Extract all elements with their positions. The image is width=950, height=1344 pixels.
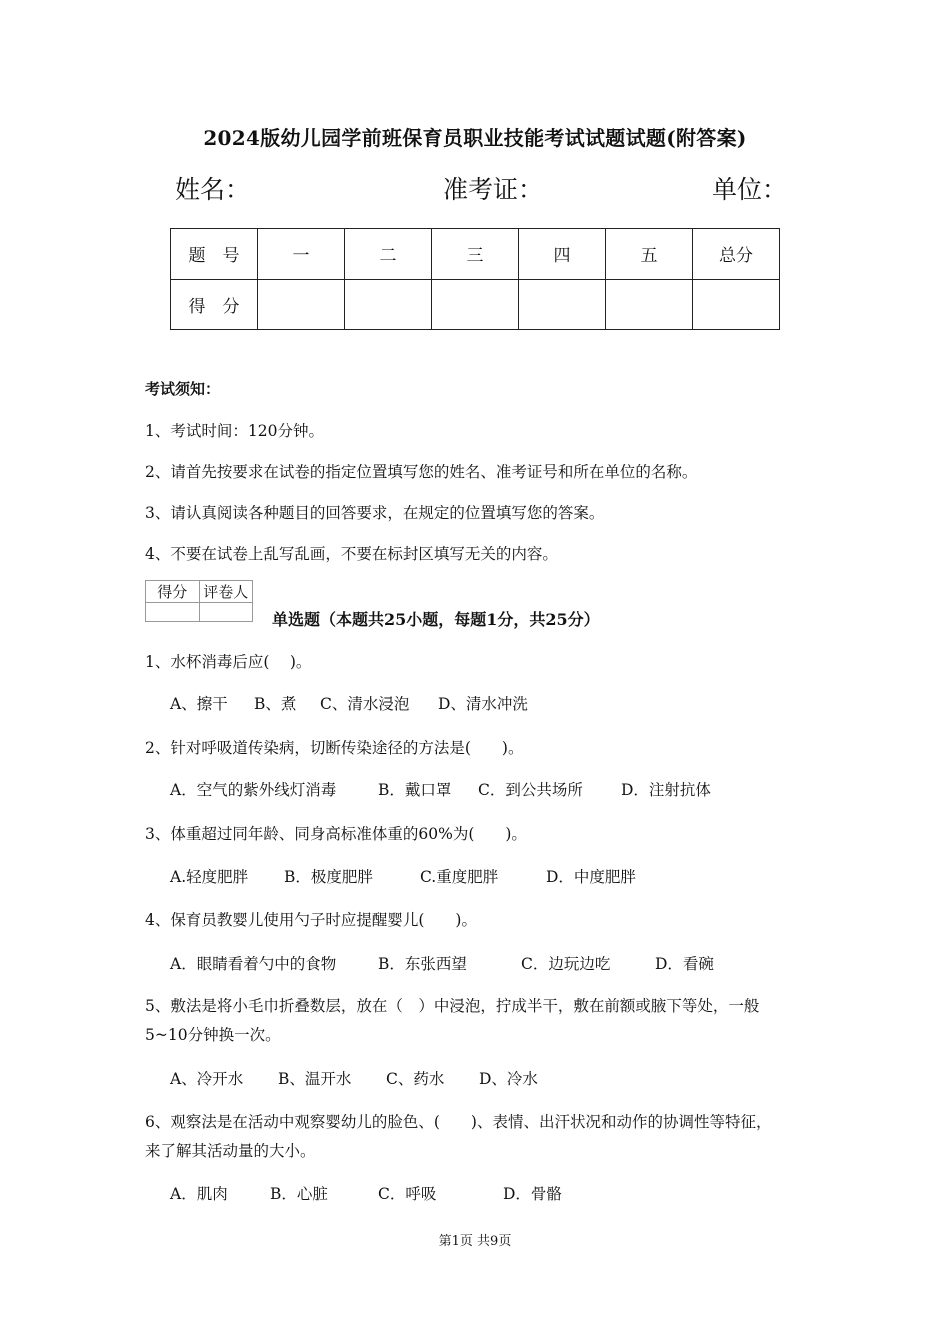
option: D．中度肥胖 <box>546 868 636 886</box>
question-options <box>170 865 636 887</box>
question-options <box>170 692 528 714</box>
score-table-cell: 总分 <box>693 229 780 280</box>
option: B．心脏 <box>270 1185 328 1203</box>
option: D．注射抗体 <box>621 781 711 799</box>
score-input-cell[interactable] <box>693 279 780 330</box>
question-stem: 5~10分钟换一次。 <box>145 1026 281 1044</box>
question-options <box>170 1067 538 1089</box>
option: A．眼睛看着勺中的食物 <box>170 955 337 973</box>
question-stem: 6、观察法是在活动中观察婴幼儿的脸色、( )、表情、出汗状况和动作的协调性等特征， <box>145 1113 772 1131</box>
score-table-cell: 得 分 <box>171 279 258 330</box>
grader-box-score-cell[interactable] <box>146 603 200 622</box>
question-stem: 来了解其活动量的大小。 <box>145 1142 316 1160</box>
option: D．骨骼 <box>503 1185 562 1203</box>
grader-box-grader-cell[interactable] <box>199 603 253 622</box>
notice-item: 2、请首先按要求在试卷的指定位置填写您的姓名、准考证号和所在单位的名称。 <box>145 463 698 481</box>
grader-box <box>145 580 253 622</box>
score-input-cell[interactable] <box>345 279 432 330</box>
notice-heading: 考试须知： <box>145 380 221 398</box>
notice-item: 4、不要在试卷上乱写乱画，不要在标封区填写无关的内容。 <box>145 545 558 563</box>
score-table-cell: 三 <box>432 229 519 280</box>
option: C．到公共场所 <box>478 781 583 799</box>
option: A、冷开水 <box>170 1070 244 1088</box>
score-table-cell: 四 <box>519 229 606 280</box>
notice-item: 1、考试时间：120分钟。 <box>145 422 324 440</box>
option: C.重度肥胖 <box>420 868 499 886</box>
option: B、温开水 <box>278 1070 352 1088</box>
option: C．呼吸 <box>378 1185 437 1203</box>
question-stem: 3、体重超过同年龄、同身高标准体重的60%为( )。 <box>145 825 527 843</box>
option: C、药水 <box>386 1070 445 1088</box>
grader-box-grader-label: 评卷人 <box>199 581 253 603</box>
page-footer: 第1页 共9页 <box>438 1234 512 1249</box>
option: B、煮 <box>254 695 297 713</box>
question-options <box>170 952 714 974</box>
score-input-cell[interactable] <box>258 279 345 330</box>
document-title: 2024版幼儿园学前班保育员职业技能考试试题试题(附答案) <box>203 126 747 150</box>
question-stem: 4、保育员教婴儿使用勺子时应提醒婴儿( )。 <box>145 911 477 929</box>
score-table-header-row <box>171 229 780 280</box>
score-input-cell[interactable] <box>606 279 693 330</box>
option: B．戴口罩 <box>378 781 452 799</box>
score-input-cell[interactable] <box>432 279 519 330</box>
option: D、清水冲洗 <box>438 695 528 713</box>
unit-field-label: 单位： <box>712 175 788 204</box>
score-input-cell[interactable] <box>519 279 606 330</box>
option: D．看碗 <box>655 955 714 973</box>
option: B．极度肥胖 <box>284 868 373 886</box>
question-options <box>170 1182 562 1204</box>
grader-box-score-label: 得分 <box>146 581 200 603</box>
question-options <box>170 778 711 800</box>
section-heading: 单选题（本题共25小题，每题1分，共25分） <box>272 610 600 629</box>
score-table-cell: 一 <box>258 229 345 280</box>
option: D、冷水 <box>479 1070 538 1088</box>
score-table-cell: 题 号 <box>171 229 258 280</box>
score-table-cell: 二 <box>345 229 432 280</box>
option: A．空气的紫外线灯消毒 <box>170 781 337 799</box>
score-table-cell: 五 <box>606 229 693 280</box>
notice-item: 3、请认真阅读各种题目的回答要求，在规定的位置填写您的答案。 <box>145 504 605 522</box>
score-table-score-row <box>171 279 780 330</box>
option: B．东张西望 <box>378 955 467 973</box>
option: C、清水浸泡 <box>320 695 410 713</box>
question-stem: 5、敷法是将小毛巾折叠数层，放在（ ）中浸泡，拧成半干，敷在前额或腋下等处，一般 <box>145 997 760 1015</box>
question-stem: 2、针对呼吸道传染病，切断传染途径的方法是( )。 <box>145 739 524 757</box>
exam-id-field-label: 准考证： <box>443 175 544 204</box>
option: A、擦干 <box>170 695 228 713</box>
option: A.轻度肥胖 <box>170 868 249 886</box>
option: A．肌肉 <box>170 1185 228 1203</box>
score-table <box>170 228 780 330</box>
name-field-label: 姓名： <box>175 175 251 204</box>
question-stem: 1、水杯消毒后应( )。 <box>145 653 312 671</box>
option: C．边玩边吃 <box>521 955 611 973</box>
